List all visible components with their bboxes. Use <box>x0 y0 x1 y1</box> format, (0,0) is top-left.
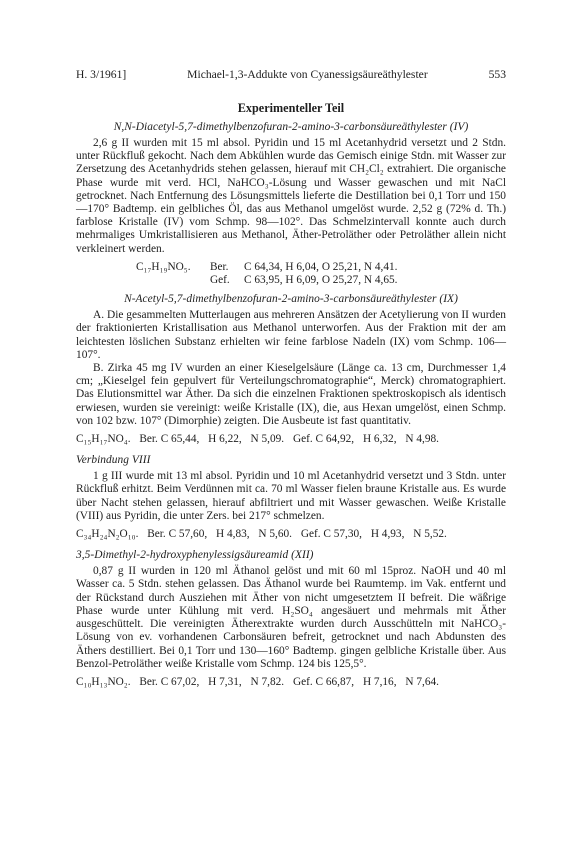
analysis-item: H 4,83, <box>216 528 250 541</box>
compound-ix-heading: N-Acetyl-5,7-dimethylbenzofuran-2-amino-3-carbonsäureäthylester (IX) <box>124 293 458 306</box>
analysis-item: Ber. C 67,02, <box>139 675 200 688</box>
calculated-label: Ber. <box>210 260 229 273</box>
section-title: Experimenteller Teil <box>237 101 345 115</box>
analysis-item: N 7,64. <box>405 675 439 688</box>
analysis-item: Gef. C 57,30, <box>300 528 362 541</box>
running-title: Michael-1,3-Addukte von Cyanessigsäureäthylester <box>187 68 428 81</box>
journal-reference: H. 3/1961] <box>76 68 127 81</box>
compound-viii-paragraph: 1 g III wurde mit 13 ml absol. Pyridin und 10 ml Acetanhydrid versetzt und 3 Stdn. unter Rückfluß erhitzt. Beim Verdünnen mit ca. 70 ml Wasser fielen braune Kristalle aus. Es wurde über Nacht stehen gelassen, hierauf abfiltriert und mit Wasser gewaschen. Weiße Kristalle (VIII) aus Pyridin, die unter Zers. bei 217° schmelzen. <box>76 470 506 522</box>
compound-ix-paragraph-b: B. Zirka 45 mg IV wurden an einer Kieselgelsäure (Länge ca. 13 cm, Durchmesser 1,4 cm; „Kieselgel fein gepulvert für Verteilungschromatographie“, Merck) chromatographiert. Das Elutionsmittel war Äther. Da sich die einzelnen Fraktionen spektroskopisch als identisch erwiesen, wurden sie vereinigt: weiße Kristalle (IX), die, aus Hexan umgelöst, einen Schmp. von 102 bzw. 107° (Dimorphie) zeigten. Die Ausbeute ist fast quantitativ. <box>76 362 506 427</box>
analysis-item: H 4,93, <box>370 528 405 541</box>
analysis-item: H 7,16, <box>362 675 397 688</box>
analysis-item: N 5,52. <box>413 528 447 541</box>
analysis-item: Ber. C 57,60, <box>147 528 208 541</box>
compound-xii-analysis <box>76 676 506 689</box>
compound-iv-formula: C₁₇H₁₉NO₅. <box>136 260 191 273</box>
running-header <box>76 68 506 81</box>
journal-page <box>76 68 506 695</box>
compound-xii-heading: 3,5-Dimethyl-2-hydroxyphenylessigsäureamid (XII) <box>76 549 314 562</box>
compound-iv-analysis <box>136 261 506 287</box>
analysis-item: N 5,09. <box>250 433 285 446</box>
compound-ix-analysis <box>76 433 506 446</box>
compound-xii-paragraph: 0,87 g II wurden in 120 ml Äthanol gelöst und mit 60 ml 15proz. NaOH und 40 ml Wasser ca. 5 Stdn. stehen gelassen. Das Äthanol wurde bei Raumtemp. im Vak. entfernt und der Rückstand durch Ausziehen mit Äther von nicht umgesetztem II befreit. Die wäßrige Phase wurde unter Kühlung mit verd. H₂SO₄ angesäuert und mehrmals mit Äther ausgeschüttelt. Die vereinigten Ätherextrakte wurden durch Ausschütteln mit NaHCO₃-Lösung von ev. vorhandenen Carbonsäuren befreit, getrocknet und nach Abdunsten des Äthers destilliert. Bei 0,1 Torr und 130—160° Badtemp. gingen gelbliche Kristalle über. Aus Benzol-Petroläther weiße Kristalle vom Schmp. 124 bis 125,5°. <box>76 565 506 670</box>
analysis-item: N 4,98. <box>405 433 439 446</box>
analysis-item: H 6,32, <box>362 433 397 446</box>
compound-ix-paragraph-a: A. Die gesammelten Mutterlaugen aus mehreren Ansätzen der Acetylierung von II wurden der fraktionierten Kristallisation aus Methanol unterworfen. Aus der Fraktion mit der am leichtesten löslichen Substanz erhielten wir feine farblose Nadeln (IX) vom Schmp. 106—107°. <box>76 309 506 361</box>
analysis-item: H 7,31, <box>208 675 242 688</box>
analysis-item: N 5,60. <box>258 528 292 541</box>
analysis-item: Ber. C 65,44, <box>139 433 200 446</box>
found-values: C 63,95, H 6,09, O 25,27, N 4,65. <box>244 274 398 287</box>
compound-viii-heading: Verbindung VIII <box>76 454 151 467</box>
analysis-item: Gef. C 64,92, <box>292 433 355 446</box>
analysis-item: Gef. C 66,87, <box>292 675 355 688</box>
analysis-item: H 6,22, <box>208 433 242 446</box>
found-label: Gef. <box>210 274 230 287</box>
analysis-item: C₃₄H₂₄N₂O₁₀. <box>76 528 139 541</box>
analysis-item: N 7,82. <box>250 675 285 688</box>
compound-iv-paragraph: 2,6 g II wurden mit 15 ml absol. Pyridin und 15 ml Acetanhydrid versetzt und 2 Stdn. unter Rückfluß gekocht. Nach dem Abkühlen wurde das Gemisch einige Stdn. mit Wasser zur Zersetzung des Acetanhydrids stehen gelassen, hierauf mit CH₂Cl₂ extrahiert. Die organische Phase wurde mit verd. HCl, NaHCO₃-Lösung und Wasser gewaschen und mit NaCl getrocknet. Nach Entfernung des Lösungsmittels lieferte die Destillation bei 0,1 Torr und 150—170° Badtemp. ein gelbliches Öl, das aus Methanol umgelöst wurde. 2,52 g (72% d. Th.) farblose Kristalle (IV) vom Schmp. 98—102°. Das Schmelzintervall konnte auch durch mehrmaliges Umkristallisieren aus Methanol, Äther-Petroläther oder Petroläther allein nicht verkleinert werden. <box>76 137 506 255</box>
compound-viii-analysis <box>76 528 506 541</box>
analysis-item: C₁₅H₁₇NO₄. <box>76 433 131 446</box>
calculated-values: C 64,34, H 6,04, O 25,21, N 4,41. <box>244 260 398 273</box>
analysis-item: C₁₀H₁₃NO₂. <box>76 675 131 688</box>
compound-iv-heading: N,N-Diacetyl-5,7-dimethylbenzofuran-2-amino-3-carbonsäureäthylester (IV) <box>113 121 469 133</box>
page-number: 553 <box>488 68 506 81</box>
